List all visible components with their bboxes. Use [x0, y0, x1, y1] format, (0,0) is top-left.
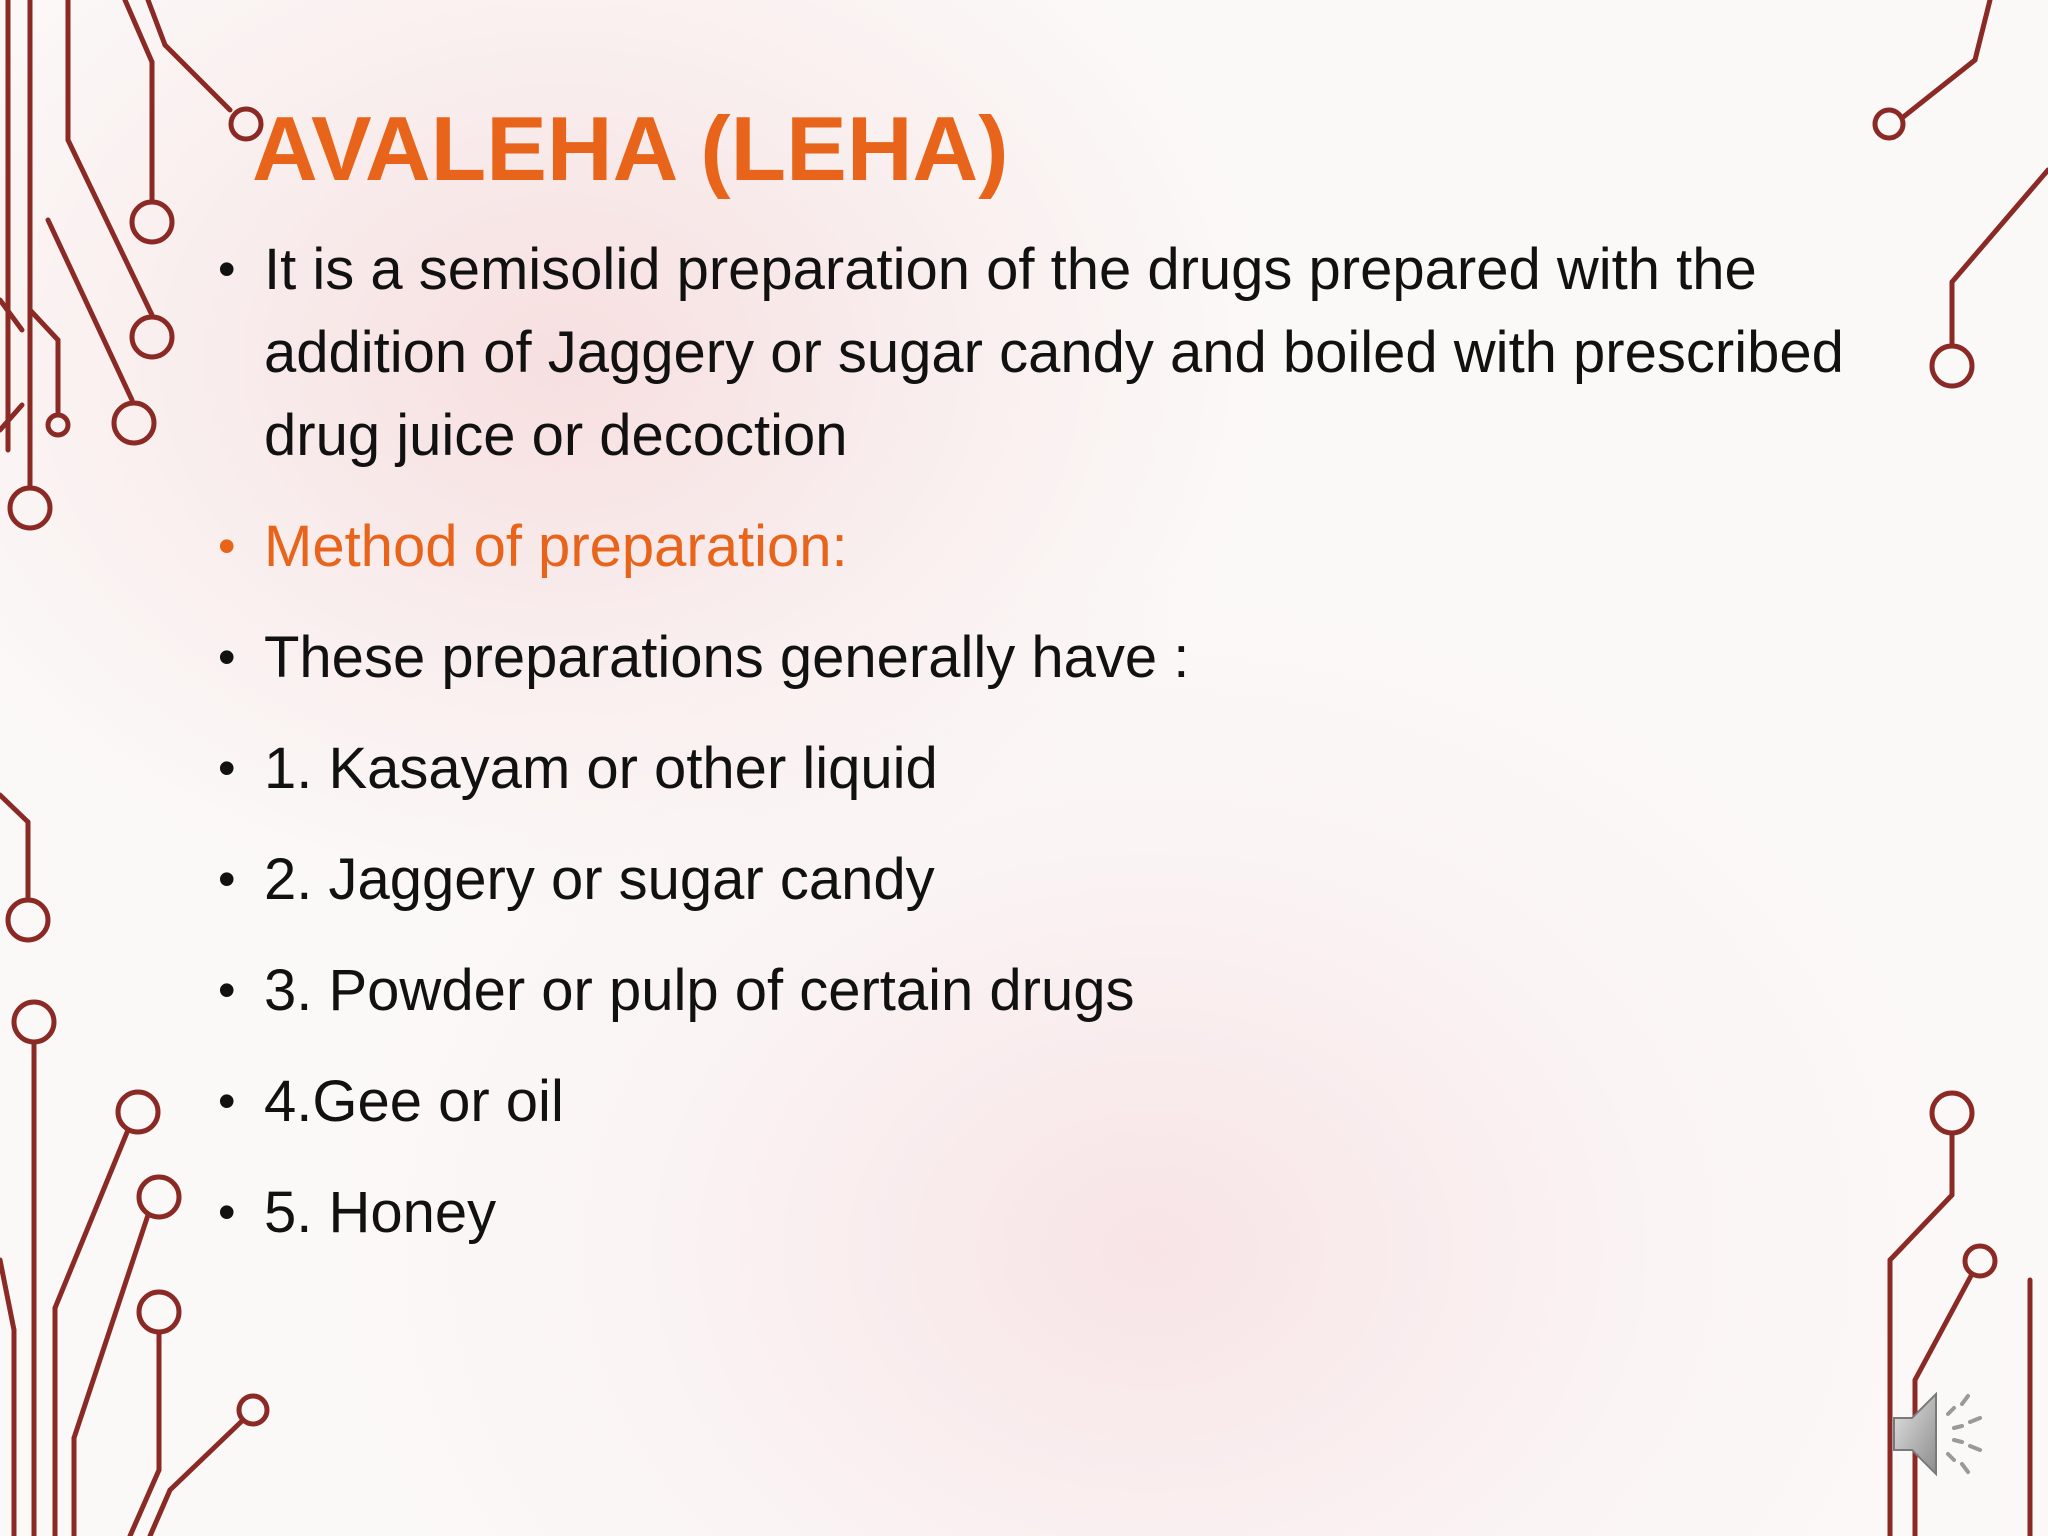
bullet-item [214, 838, 1814, 921]
bullet-dot: • [218, 518, 236, 574]
bullet-dot: • [218, 629, 236, 685]
speaker-icon[interactable] [1888, 1384, 2000, 1484]
bullet-item [214, 1171, 1814, 1254]
bullet-list [214, 228, 1844, 1282]
bullet-item [214, 727, 1814, 810]
circuit-top-right [1875, 0, 2048, 386]
bullet-dot: • [218, 851, 236, 907]
bullet-text: It is a semisolid preparation of the drugs prepared with the addition of Jaggery or sugar candy and boiled with prescribed drug juice or decoction [264, 237, 1844, 468]
bullet-item-heading [214, 505, 1814, 588]
bullet-item [214, 616, 1814, 699]
bullet-item [214, 228, 1864, 477]
bullet-item [214, 949, 1814, 1032]
bullet-text: Method of preparation: [264, 514, 848, 579]
bullet-text: 3. Powder or pulp of certain drugs [264, 958, 1135, 1023]
bullet-text: 1. Kasayam or other liquid [264, 736, 938, 801]
bullet-dot: • [218, 1073, 236, 1129]
bullet-dot: • [218, 962, 236, 1018]
bullet-item [214, 1060, 1814, 1143]
bullet-text: 4.Gee or oil [264, 1069, 564, 1134]
slide-title: AVALEHA (LEHA) [252, 99, 1009, 200]
bullet-text: 5. Honey [264, 1180, 497, 1245]
bullet-text: These preparations generally have : [264, 625, 1190, 690]
bullet-dot: • [218, 241, 236, 297]
bullet-text: 2. Jaggery or sugar candy [264, 847, 935, 912]
bullet-dot: • [218, 1184, 236, 1240]
bullet-dot: • [218, 740, 236, 796]
